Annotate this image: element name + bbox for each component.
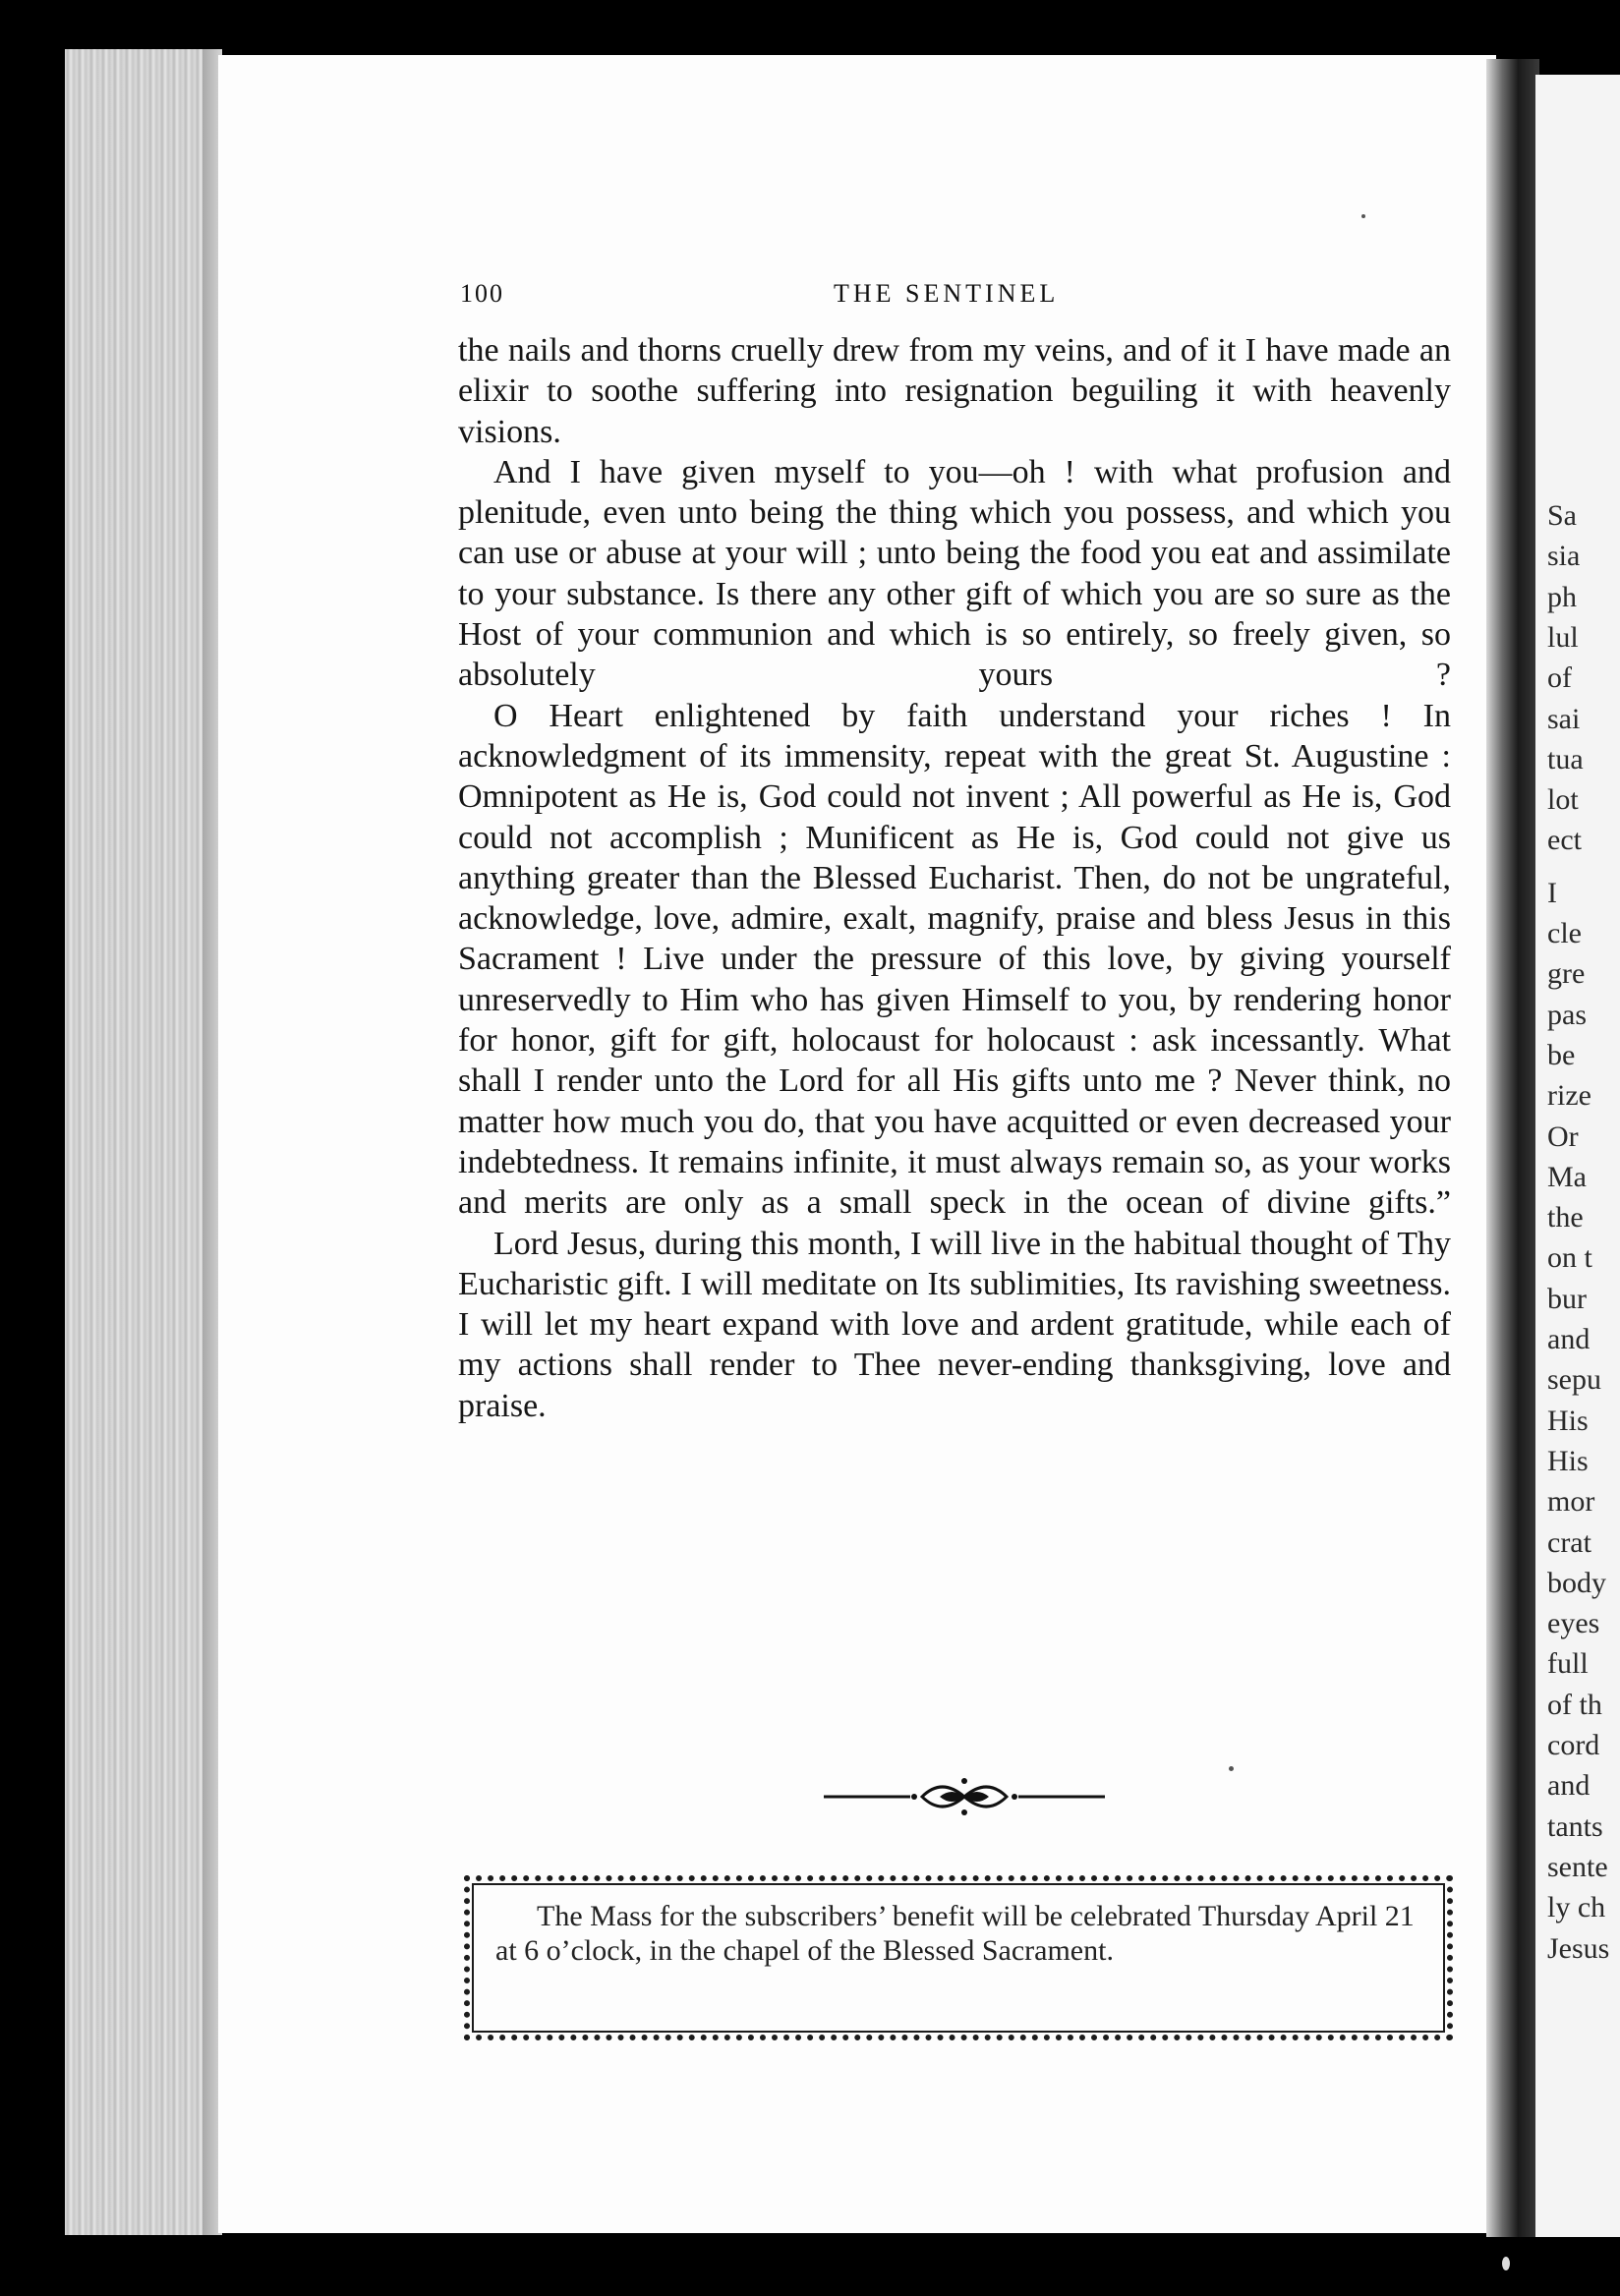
facing-page-line: cle xyxy=(1547,917,1582,949)
facing-page-line: Or xyxy=(1547,1119,1579,1153)
facing-page-line: rize xyxy=(1547,1079,1591,1113)
facing-page-line: Ma xyxy=(1547,1160,1587,1193)
facing-page-line: crat xyxy=(1547,1525,1591,1559)
book-gutter xyxy=(1486,59,1539,2241)
facing-page-line: His xyxy=(1547,1444,1589,1477)
facing-page-line: be xyxy=(1547,1038,1576,1071)
notice-box xyxy=(464,1875,1453,2040)
body-text xyxy=(458,330,1451,1426)
facing-page-line: Sa xyxy=(1547,499,1577,532)
page-number: 100 xyxy=(460,279,504,308)
page-edges xyxy=(65,49,222,2235)
facing-page-line: eyes xyxy=(1547,1607,1600,1640)
facing-page-line: ly ch xyxy=(1547,1891,1606,1924)
facing-page-line: ect xyxy=(1547,824,1582,857)
paragraph-4: Lord Jesus, during this month, I will live in the habitual thought of Thy Eucharistic gift. I will meditate on Its sublimities, Its ravishing sweetness. I will let my heart expand with love and ardent gratitude, while each of my actions shall render to Thee never-ending thanksgiving, love and praise. xyxy=(458,1225,1451,1424)
dust-speck xyxy=(1502,2257,1510,2270)
facing-page-line: on t xyxy=(1547,1241,1592,1275)
facing-page-line: cord xyxy=(1547,1729,1600,1761)
facing-page xyxy=(1535,75,1620,2237)
facing-page-line: sente xyxy=(1547,1850,1608,1883)
facing-page-line: tua xyxy=(1547,742,1584,775)
ornament-divider xyxy=(824,1775,1105,1818)
dust-speck xyxy=(1229,1766,1234,1771)
facing-page-line: His xyxy=(1547,1404,1589,1437)
facing-page-line: ph xyxy=(1547,580,1577,613)
facing-page-line: sia xyxy=(1547,540,1581,573)
facing-page-line: mor xyxy=(1547,1485,1595,1519)
paragraph-1: the nails and thorns cruelly drew from my veins, and of it I have made an elixir to soothe suffering into resignation beguiling it with heavenly visions. xyxy=(458,332,1451,450)
facing-page-line: bur xyxy=(1547,1282,1587,1315)
facing-page-line: of th xyxy=(1547,1688,1602,1721)
facing-page-line: lot xyxy=(1547,783,1579,817)
facing-page-line: lul xyxy=(1547,620,1579,654)
facing-page-line: pas xyxy=(1547,998,1587,1031)
facing-page-line: I xyxy=(1547,876,1557,909)
facing-page-line: sepu xyxy=(1547,1363,1601,1397)
facing-page-line: and xyxy=(1547,1323,1591,1355)
facing-page-line: gre xyxy=(1547,957,1586,991)
facing-page-line: Jesus xyxy=(1547,1931,1610,1965)
facing-page-line: tants xyxy=(1547,1809,1603,1843)
dust-speck xyxy=(1361,214,1365,218)
facing-page-line: body xyxy=(1547,1566,1606,1599)
facing-page-line: sai xyxy=(1547,702,1581,735)
paragraph-2: And I have given myself to you—oh ! with what profusion and plenitude, even unto being the thing which you possess, and which you can use or abuse at your will ; unto being the food you eat and assimilate to your substance. Is there any other gift of which you are so sure as the Host of your communion and which is so entirely, so freely given, so absolutely yours ? xyxy=(458,453,1451,694)
facing-page-line: the xyxy=(1547,1201,1584,1234)
facing-page-line: of xyxy=(1547,661,1572,695)
facing-page-line: and xyxy=(1547,1769,1591,1803)
paragraph-3: O Heart enlightened by faith understand your riches ! In acknowledgment of its immensity, repeat with the great St. Augustine : Omnipotent as He is, God could not invent ; All powerful as He is, God could not accomplish ; Munificent as He is, God could not give us anything greater than the Blessed Eucharist. Then, do not be ungrateful, acknowledge, love, admire, exalt, magnify, praise and bless Jesus in this Sacrament ! Live under the pressure of this love, by giving yourself unreservedly to Him who has given Himself to you, by rendering honor for honor, gift for gift, holocaust for holocaust : ask incessantly. What shall I render unto the Lord for all His gifts unto me ? Never think, no matter how much you do, that you have acquitted or even decreased your indebtedness. It remains infinite, it must always remain so, as your works and merits are only as a small speck in the ocean of divine gifts.” xyxy=(458,697,1451,1222)
running-head xyxy=(460,279,1453,318)
facing-page-line: full xyxy=(1547,1647,1589,1681)
scan-border xyxy=(0,2237,1620,2296)
journal-title: THE SENTINEL xyxy=(834,279,1060,308)
notice-text: The Mass for the subscribers’ benefit will be celebrated Thursday April 21 at 6 o’clock, in the chapel of the Blessed Sacrament. xyxy=(495,1900,1415,1967)
